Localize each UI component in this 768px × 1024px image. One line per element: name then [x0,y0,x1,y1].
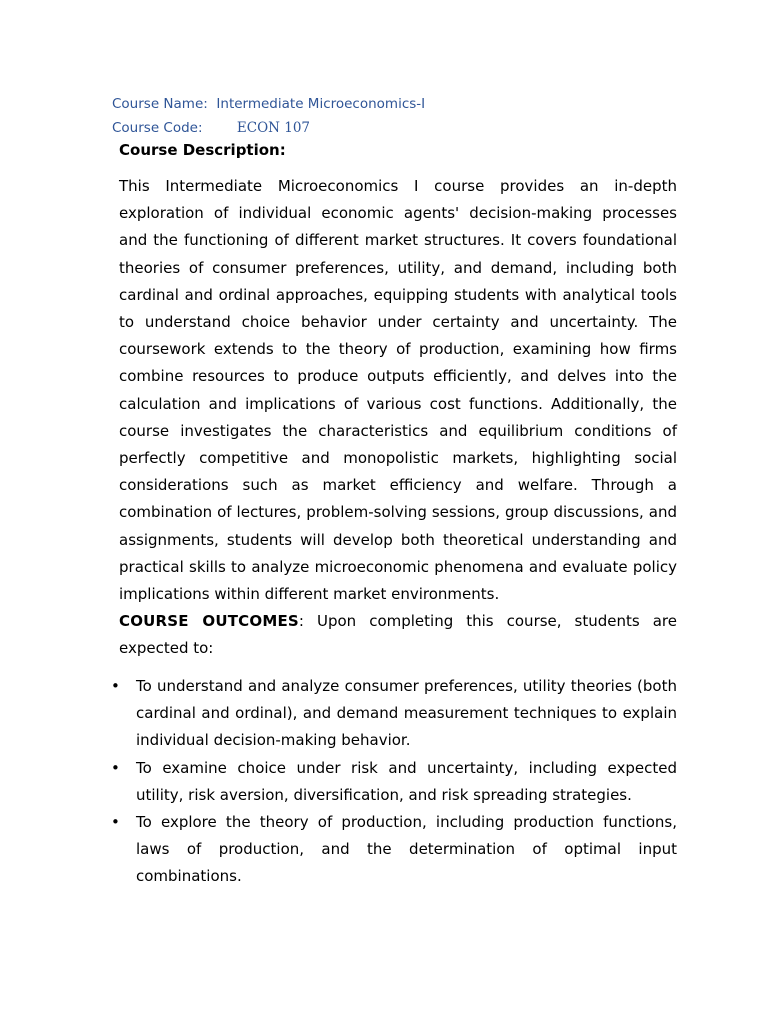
course-name-line [112,96,425,112]
course-outcomes-list [109,673,677,891]
course-description-heading: Course Description: [119,141,286,159]
course-code-line [112,120,310,136]
bullet-icon: • [111,677,120,695]
outcome-text: To understand and analyze consumer preferences, utility theories (both cardinal and ordinal), and demand measurement techniques to explain individual decision-making behavior. [136,677,677,750]
course-outcomes-intro [119,608,677,662]
outcome-text: To examine choice under risk and uncertainty, including expected utility, risk aversion, diversification, and risk spreading strategies. [136,758,677,804]
course-code-value: ECON 107 [236,120,311,136]
course-outcomes-heading: COURSE OUTCOMES [119,612,299,630]
list-item [109,809,677,891]
course-name-label: Course Name: [112,96,208,112]
outcome-text: To explore the theory of production, including production functions, laws of production, and the determination of optimal input combinations. [136,813,677,886]
course-name-value: Intermediate Microeconomics-I [216,96,426,112]
list-item [109,755,677,809]
course-code-label: Course Code: [112,120,203,136]
bullet-icon: • [111,758,120,777]
list-item [109,673,677,755]
course-description-text: This Intermediate Microeconomics I course provides an in-depth exploration of individual economic agents' decision-making processes and the functioning of different market structures. It covers foundational theories of consumer preferences, utility, and demand, including both cardinal and ordinal approaches, equipping students with analytical tools to understand choice behavior under certainty and uncertainty. The coursework extends to the theory of production, examining how firms combine resources to produce outputs efficiently, and delves into the calculation and implications of various cost functions. Additionally, the course investigates the characteristics and equilibrium conditions of perfectly competitive and monopolistic markets, highlighting social considerations such as market efficiency and welfare. Through a combination of lectures, problem-solving sessions, group discussions, and assignments, students will develop both theoretical understanding and practical skills to analyze microeconomic phenomena and evaluate policy implications within different market environments. [119,177,677,604]
course-outcomes-intro-text: : Upon completing this course, students are expected to: [119,612,677,658]
bullet-icon: • [111,813,120,832]
